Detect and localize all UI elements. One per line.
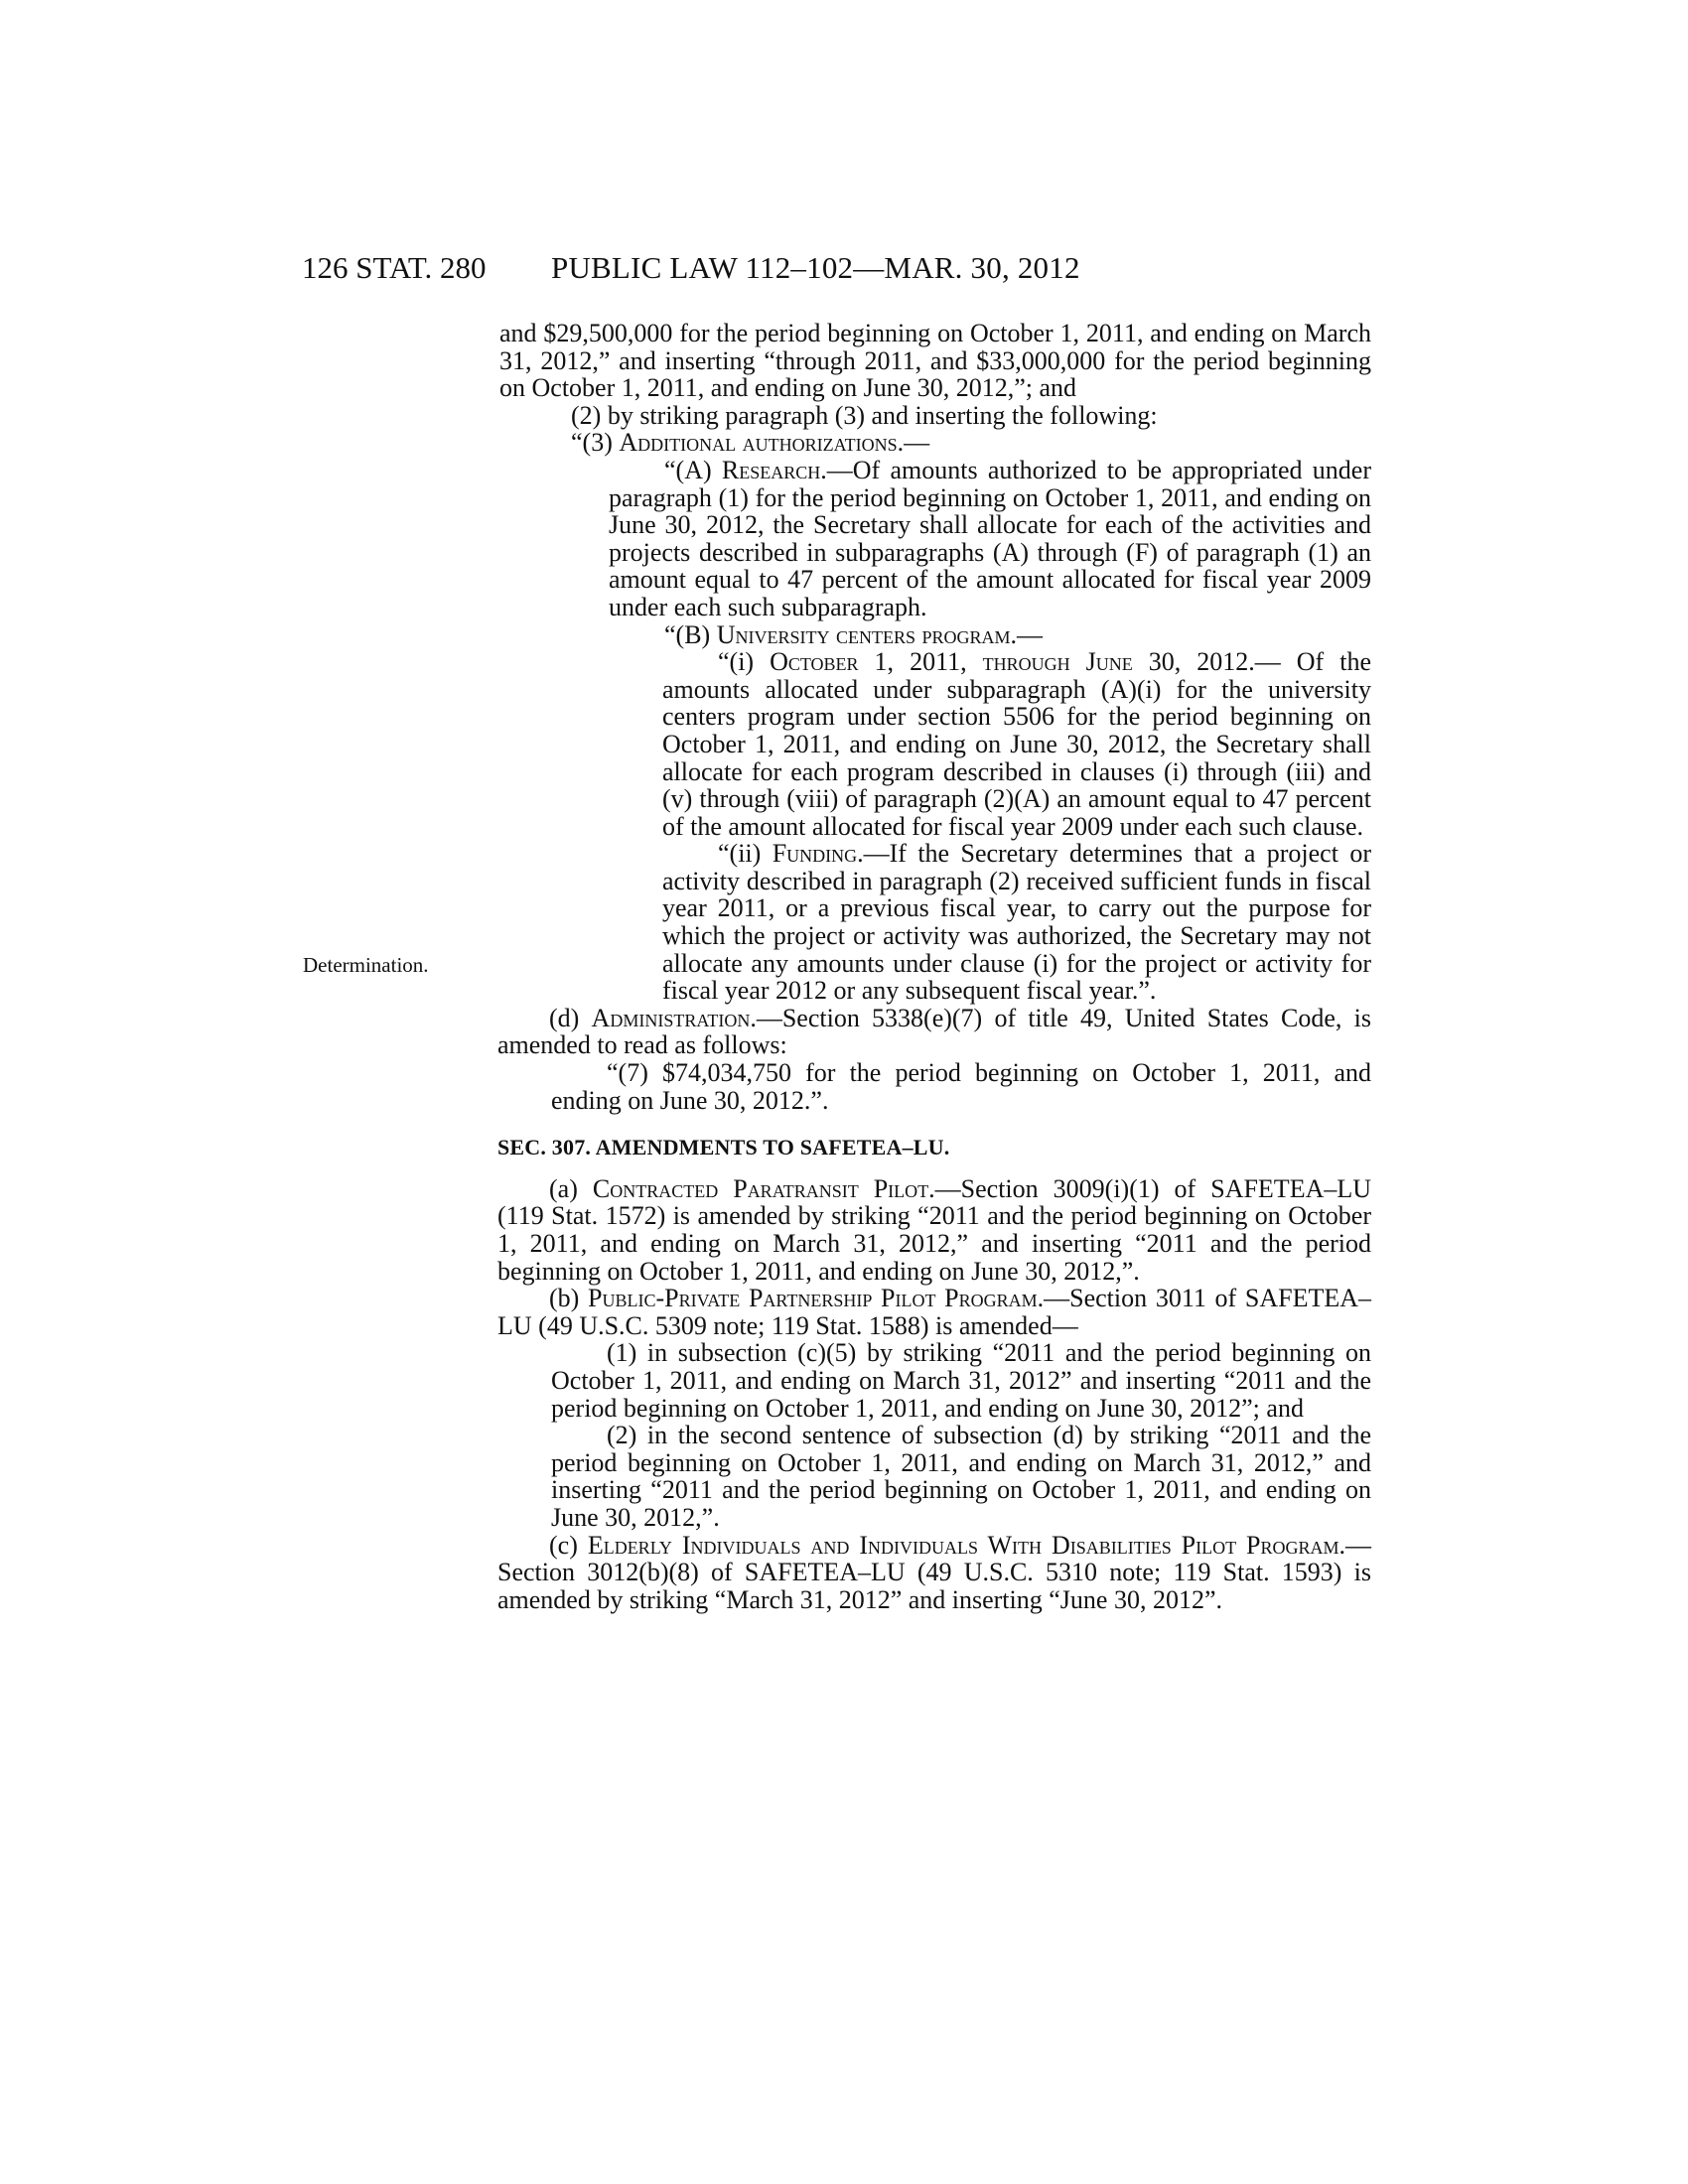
section-paragraph: (1) in subsection (c)(5) by striking “2011 and the period beginning on October 1, 2011, and ending on March 31, 2012” and inserting “2011 and the period beginning on October 1, 2011, and ending on June 30, 2012”; and bbox=[551, 1338, 1371, 1423]
amendment-paragraph: “(A) Research.—Of amounts authorized to be appropriated under paragraph (1) for the period beginning on October 1, 2011, and ending on June 30, 2012, the Secretary shall allocate for each of the activities and projects described in subparagraphs (A) through (F) of paragraph (1) an amount equal to 47 percent of the amount allocated for fiscal year 2009 under each such subparagraph. bbox=[609, 455, 1371, 621]
section-paragraph: (b) Public-Private Partnership Pilot Program.—Section 3011 of SAFETEA–LU (49 U.S.C. 5309 note; 119 Stat. 1588) is amended— bbox=[497, 1284, 1371, 1340]
section-paragraph: (2) in the second sentence of subsection (d) by striking “2011 and the period beginning on October 1, 2011, and ending on March 31, 2012,” and inserting “2011 and the period beginning on October 1, 2011, and ending on June 30, 2012,”. bbox=[551, 1421, 1371, 1532]
amendment-paragraph: (d) Administration.—Section 5338(e)(7) of title 49, United States Code, is amended to read as follows: bbox=[497, 1003, 1371, 1060]
margin-note: Determination. bbox=[303, 953, 429, 977]
amendment-paragraph: “(B) University centers program.— bbox=[664, 619, 1044, 649]
amendment-paragraph: “(7) $74,034,750 for the period beginning on October 1, 2011, and ending on June 30, 2012.”. bbox=[551, 1058, 1371, 1115]
section-paragraph: (c) Elderly Individuals and Individuals With Disabilities Pilot Program.—Section 3012(b)(8) of SAFETEA–LU (49 U.S.C. 5310 note; 119 Stat. 1593) is amended by striking “March 31, 2012” and inserting “June 30, 2012”. bbox=[497, 1530, 1372, 1614]
amendment-paragraph: (2) by striking paragraph (3) and inserting the following: bbox=[571, 400, 1158, 430]
amendment-paragraph: “(3) Additional authorizations.— bbox=[571, 428, 930, 458]
amendment-paragraph: “(ii) Funding.—If the Secretary determines that a project or activity described in paragraph (2) received sufficient funds in fiscal year 2011, or a previous fiscal year, to carry out the purpose for which the project or activity was authorized, the Secretary may not allocate any amounts under clause (i) for the project or activity for fiscal year 2012 or any subsequent fiscal year.”. bbox=[662, 839, 1371, 1006]
statute-page-number: 126 STAT. 280 bbox=[302, 250, 487, 285]
section-heading: SEC. 307. AMENDMENTS TO SAFETEA–LU. bbox=[497, 1135, 950, 1160]
section-paragraph: (a) Contracted Paratransit Pilot.—Section 3009(i)(1) of SAFETEA–LU (119 Stat. 1572) is amended by striking “2011 and the period beginning on October 1, 2011, and ending on March 31, 2012,” and inserting “2011 and the period beginning on October 1, 2011, and ending on June 30, 2012,”. bbox=[497, 1173, 1372, 1286]
section-307-body bbox=[499, 1175, 1371, 1614]
amendment-paragraph: “(i) October 1, 2011, through June 30, 2012.— Of the amounts allocated under subparagraph (A)(i) for the university centers program under section 5506 for the period beginning on October 1, 2011, and ending on June 30, 2012, the Secretary shall allocate for each program described in clauses (i) through (iii) and (v) through (viii) of paragraph (2)(A) an amount equal to 47 percent of the amount allocated for fiscal year 2009 under each such clause. bbox=[662, 647, 1371, 841]
amendment-text-block bbox=[499, 320, 1371, 1114]
running-header-title: PUBLIC LAW 112–102—MAR. 30, 2012 bbox=[551, 250, 1080, 285]
document-body bbox=[499, 320, 1371, 1613]
amendment-paragraph: and $29,500,000 for the period beginning on October 1, 2011, and ending on March 31, 2012,” and inserting “through 2011, and $33,000,000 for the period beginning on October 1, 2011, and ending on June 30, 2012,”; and bbox=[499, 319, 1371, 403]
